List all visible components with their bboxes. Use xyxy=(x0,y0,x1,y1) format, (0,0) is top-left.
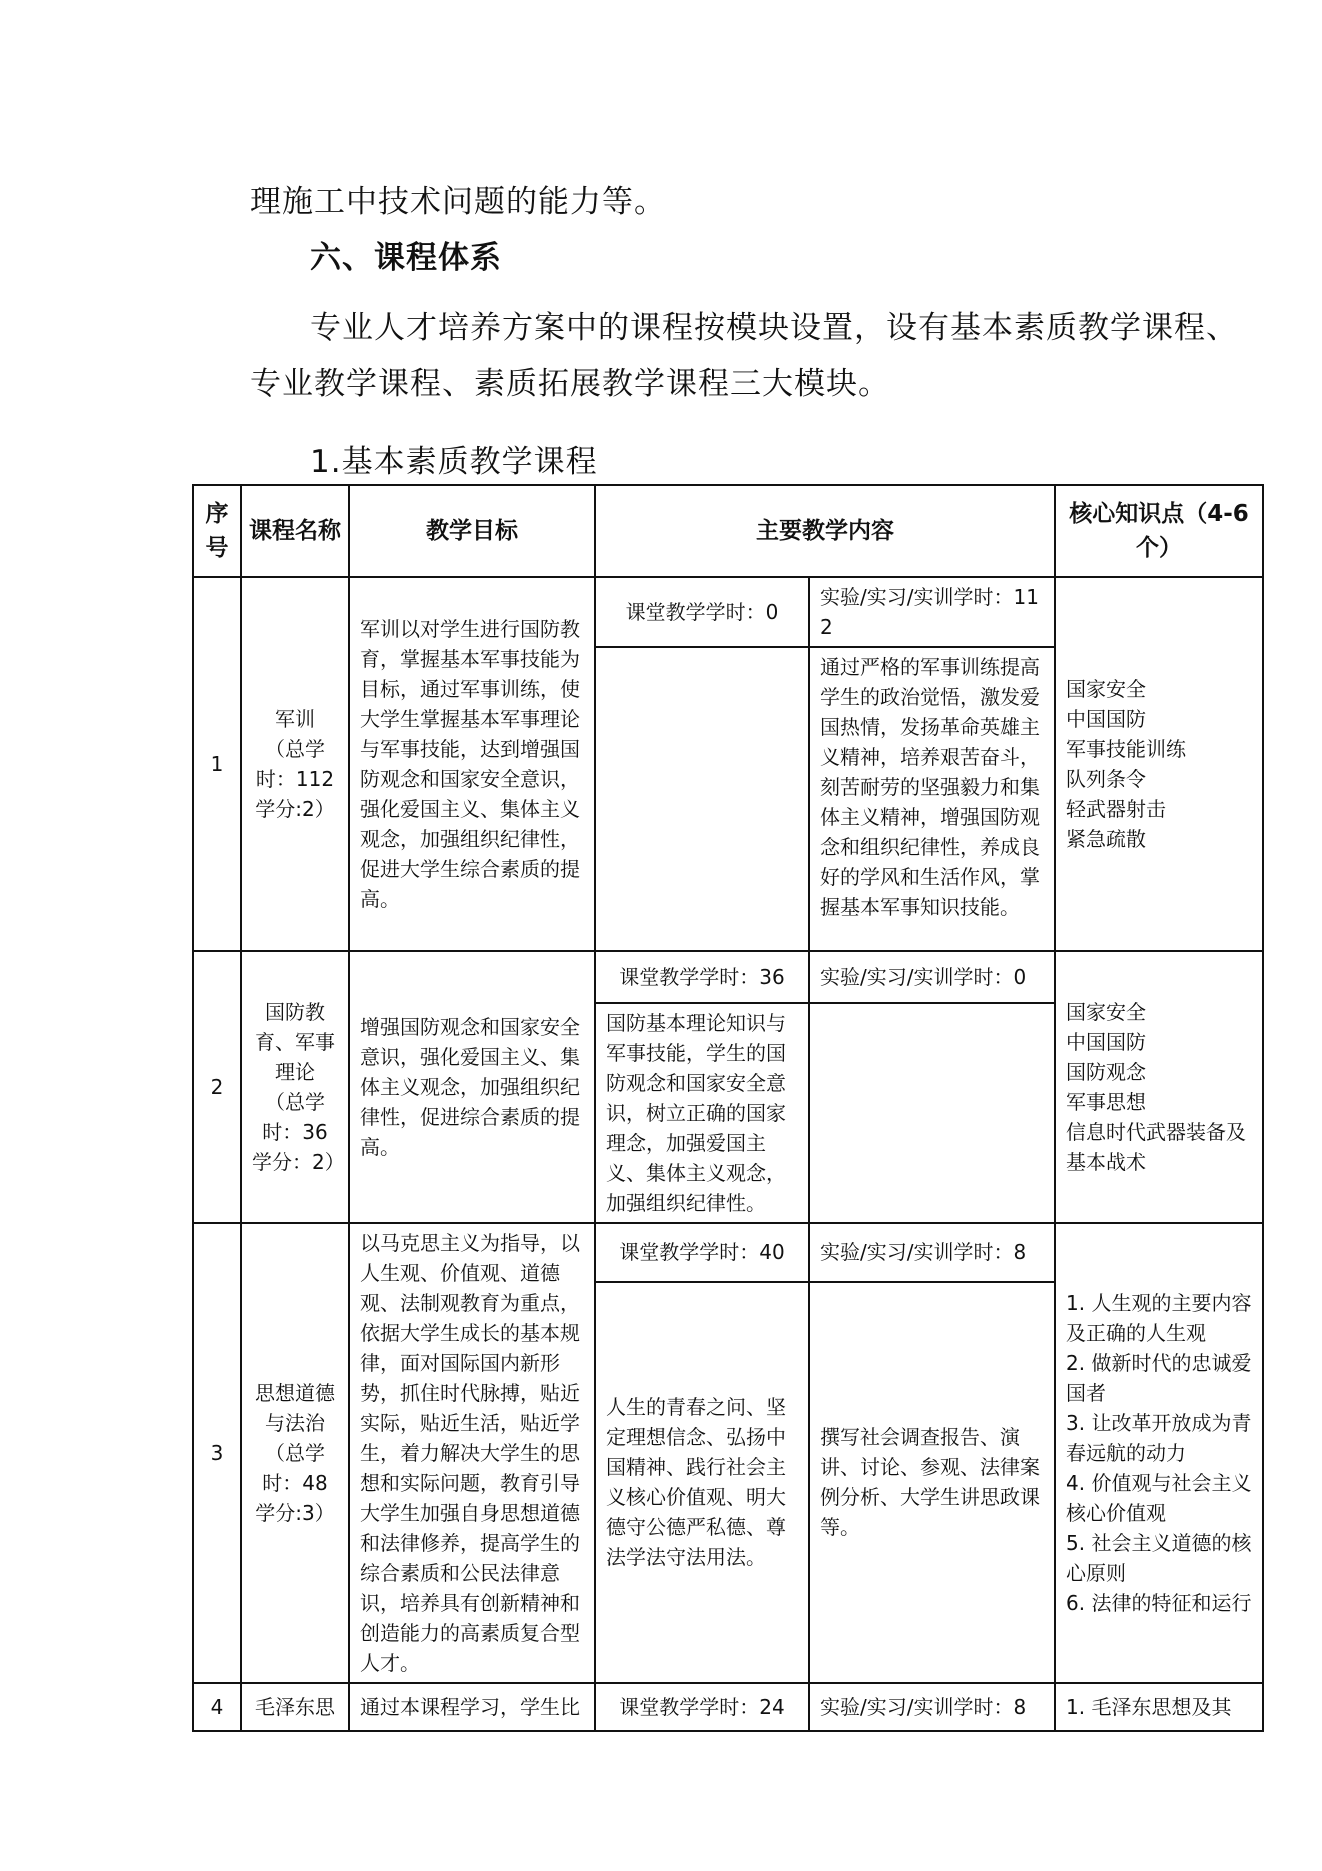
paragraph-line: 专业人才培养方案中的课程按模块设置，设有基本素质教学课程、 xyxy=(310,310,1238,346)
knowledge-points: 1. 毛泽东思想及其 xyxy=(1055,1683,1263,1731)
row-no: 3 xyxy=(193,1223,241,1683)
course-name: 国防教育、军事理论 （总学时：36 学分：2） xyxy=(241,951,349,1223)
lab-hours: 实验/实习/实训学时：8 xyxy=(809,1683,1055,1731)
course-goal: 通过本课程学习，学生比 xyxy=(349,1683,595,1731)
table-row xyxy=(193,1223,1263,1282)
class-content: 人生的青春之问、坚定理想信念、弘扬中国精神、践行社会主义核心价值观、明大德守公德严私德、尊法学法守法用法。 xyxy=(595,1282,809,1683)
class-hours: 课堂教学学时：0 xyxy=(595,577,809,647)
course-goal: 增强国防观念和国家安全意识，强化爱国主义、集体主义观念，加强组织纪律性，促进综合素质的提高。 xyxy=(349,951,595,1223)
knowledge-points: 1. 人生观的主要内容及正确的人生观 2. 做新时代的忠诚爱国者 3. 让改革开放成为青春远航的动力 4. 价值观与社会主义核心价值观 5. 社会主义道德的核心原则 6. 法律的特征和运行 xyxy=(1055,1223,1263,1683)
class-hours: 课堂教学学时：24 xyxy=(595,1683,809,1731)
body-text-line: 理施工中技术问题的能力等。 xyxy=(250,184,666,220)
header-goal: 教学目标 xyxy=(349,485,595,577)
lab-hours: 实验/实习/实训学时：0 xyxy=(809,951,1055,1003)
course-goal: 以马克思主义为指导，以人生观、价值观、道德观、法制观教育为重点，依据大学生成长的基本规律，面对国际国内新形势，抓住时代脉搏，贴近实际，贴近生活，贴近学生，着力解决大学生的思想和实际问题，教育引导大学生加强自身思想道德和法律修养，提高学生的综合素质和公民法律意识，培养具有创新精神和创造能力的高素质复合型人才。 xyxy=(349,1223,595,1683)
header-no: 序号 xyxy=(193,485,241,577)
lab-content xyxy=(809,1003,1055,1223)
knowledge-points: 国家安全 中国国防 军事技能训练 队列条令 轻武器射击 紧急疏散 xyxy=(1055,577,1263,951)
lab-content: 通过严格的军事训练提高学生的政治觉悟，激发爱国热情，发扬革命英雄主义精神，培养艰苦奋斗，刻苦耐劳的坚强毅力和集体主义精神，增强国防观念和组织纪律性，养成良好的学风和生活作风，掌握基本军事知识技能。 xyxy=(809,647,1055,951)
table-row xyxy=(193,951,1263,1003)
lab-hours: 实验/实习/实训学时：8 xyxy=(809,1223,1055,1282)
header-name: 课程名称 xyxy=(241,485,349,577)
course-goal: 军训以对学生进行国防教育，掌握基本军事技能为目标，通过军事训练，使大学生掌握基本军事理论与军事技能，达到增强国防观念和国家安全意识，强化爱国主义、集体主义观念，加强组织纪律性，促进大学生综合素质的提高。 xyxy=(349,577,595,951)
class-hours: 课堂教学学时：40 xyxy=(595,1223,809,1282)
class-hours: 课堂教学学时：36 xyxy=(595,951,809,1003)
table-row xyxy=(193,1683,1263,1731)
row-no: 4 xyxy=(193,1683,241,1731)
class-content: 国防基本理论知识与军事技能，学生的国防观念和国家安全意识，树立正确的国家理念，加强爱国主义、集体主义观念，加强组织纪律性。 xyxy=(595,1003,809,1223)
lab-content: 撰写社会调查报告、演讲、讨论、参观、法律案例分析、大学生讲思政课等。 xyxy=(809,1282,1055,1683)
knowledge-points: 国家安全 中国国防 国防观念 军事思想 信息时代武器装备及基本战术 xyxy=(1055,951,1263,1223)
table-header-row xyxy=(193,485,1263,577)
course-name: 毛泽东思 xyxy=(241,1683,349,1731)
table-row xyxy=(193,577,1263,647)
course-name: 军训 （总学时：112 学分:2） xyxy=(241,577,349,951)
subsection-heading: 1.基本素质教学课程 xyxy=(310,444,598,480)
row-no: 2 xyxy=(193,951,241,1223)
section-heading: 六、课程体系 xyxy=(310,240,502,276)
course-table xyxy=(192,484,1264,1732)
header-knowledge: 核心知识点（4-6个） xyxy=(1055,485,1263,577)
course-name: 思想道德与法治 （总学时：48 学分:3） xyxy=(241,1223,349,1683)
row-no: 1 xyxy=(193,577,241,951)
header-content: 主要教学内容 xyxy=(595,485,1055,577)
class-content xyxy=(595,647,809,951)
paragraph-line: 专业教学课程、素质拓展教学课程三大模块。 xyxy=(250,366,890,402)
lab-hours: 实验/实习/实训学时：112 xyxy=(809,577,1055,647)
